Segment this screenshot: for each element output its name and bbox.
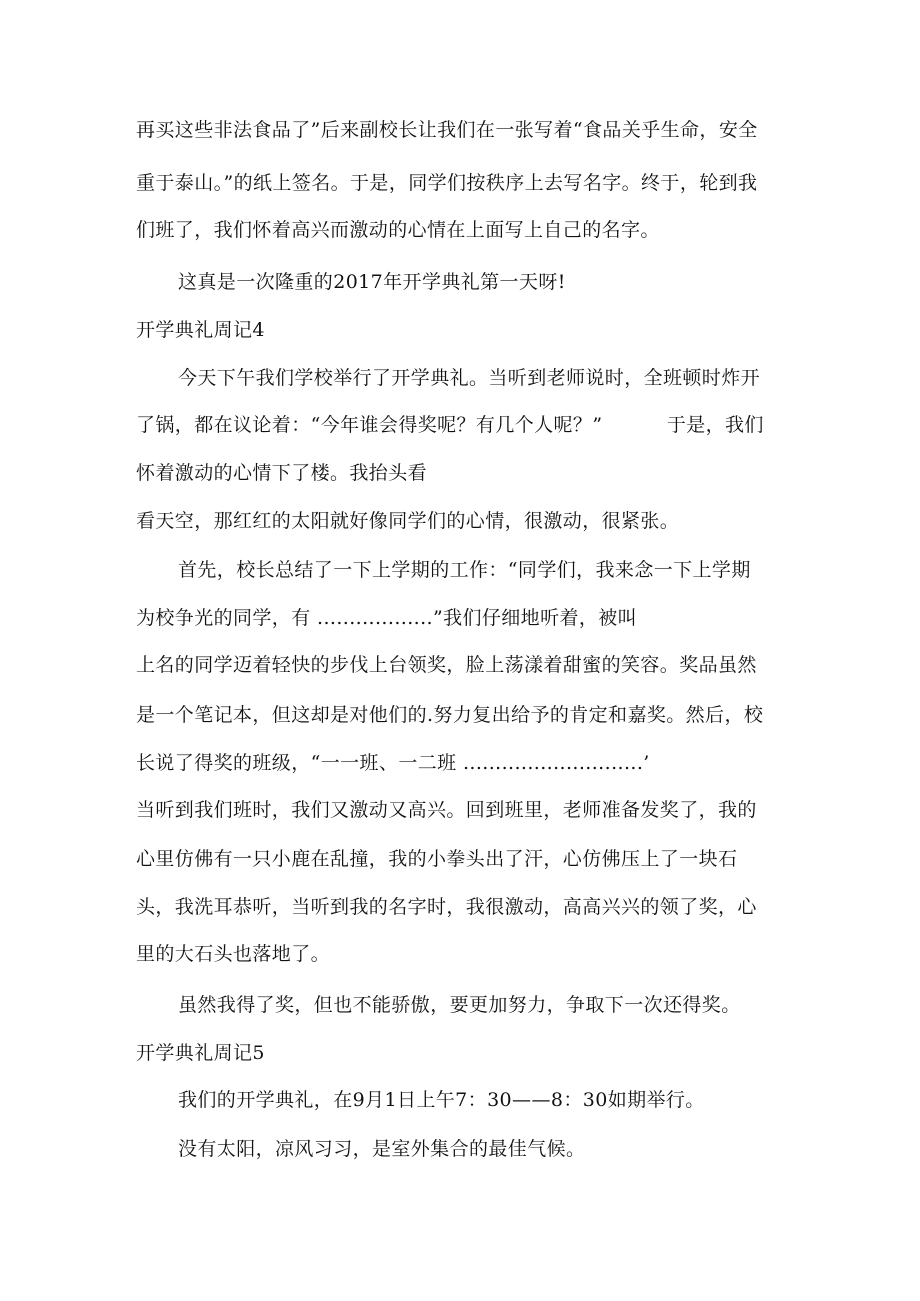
text-line: 心里仿佛有一只小鹿在乱撞，我的小拳头出了汗，心仿佛压上了一块石	[136, 848, 738, 870]
text-line: 首先，校长总结了一下上学期的工作：“同学们，我来念一下上学期	[178, 559, 751, 581]
text-line: 为校争光的同学，有 ..................”我们仔细地听着，被叫	[136, 607, 638, 629]
text-line: 再买这些非法食品了”后来副校长让我们在一张写着“食品关乎生命，安全	[136, 119, 758, 141]
text-line: 重于泰山。”的纸上签名。于是，同学们按秩序上去写名字。终于，轮到我	[136, 172, 758, 194]
text-line: 没有太阳，凉风习习，是室外集合的最佳气候。	[178, 1138, 586, 1160]
text-line: 里的大石头也落地了。	[136, 943, 331, 965]
text-line: 这真是一次隆重的2017年开学典礼第一天呀!	[178, 271, 566, 293]
text-line: 了锅，都在议论着：“今年谁会得奖呢？有几个人呢？” 于是，我们	[136, 414, 764, 436]
section-heading: 开学典礼周记4	[136, 319, 265, 341]
text-line: 我们的开学典礼，在9月1日上午7：30——8：30如期举行。	[178, 1089, 705, 1111]
text-line: 怀着激动的心情下了楼。我抬头看	[136, 462, 428, 484]
text-line: 头，我洗耳恭听，当听到我的名字时，我很激动，高高兴兴的领了奖，心	[136, 896, 757, 918]
text-line: 上名的同学迈着轻快的步伐上台领奖，脸上荡漾着甜蜜的笑容。奖品虽然	[136, 654, 757, 676]
text-line: 看天空，那红红的太阳就好像同学们的心情，很激动，很紧张。	[136, 510, 680, 532]
text-line: 是一个笔记本，但这却是对他们的.努力复出给予的肯定和嘉奖。然后，校	[136, 704, 764, 726]
text-line: 当听到我们班时，我们又激动又高兴。回到班里，老师准备发奖了，我的	[136, 799, 757, 821]
text-line: 虽然我得了奖，但也不能骄傲，要更加努力，争取下一次还得奖。	[178, 994, 741, 1016]
text-line: 们班了，我们怀着高兴而激动的心情在上面写上自己的名字。	[136, 219, 660, 241]
text-line: 长说了得奖的班级，“一一班、一二班 ............................’	[136, 752, 650, 774]
section-heading: 开学典礼周记5	[136, 1042, 265, 1064]
text-line: 今天下午我们学校举行了开学典礼。当听到老师说时，全班顿时炸开	[178, 367, 761, 389]
